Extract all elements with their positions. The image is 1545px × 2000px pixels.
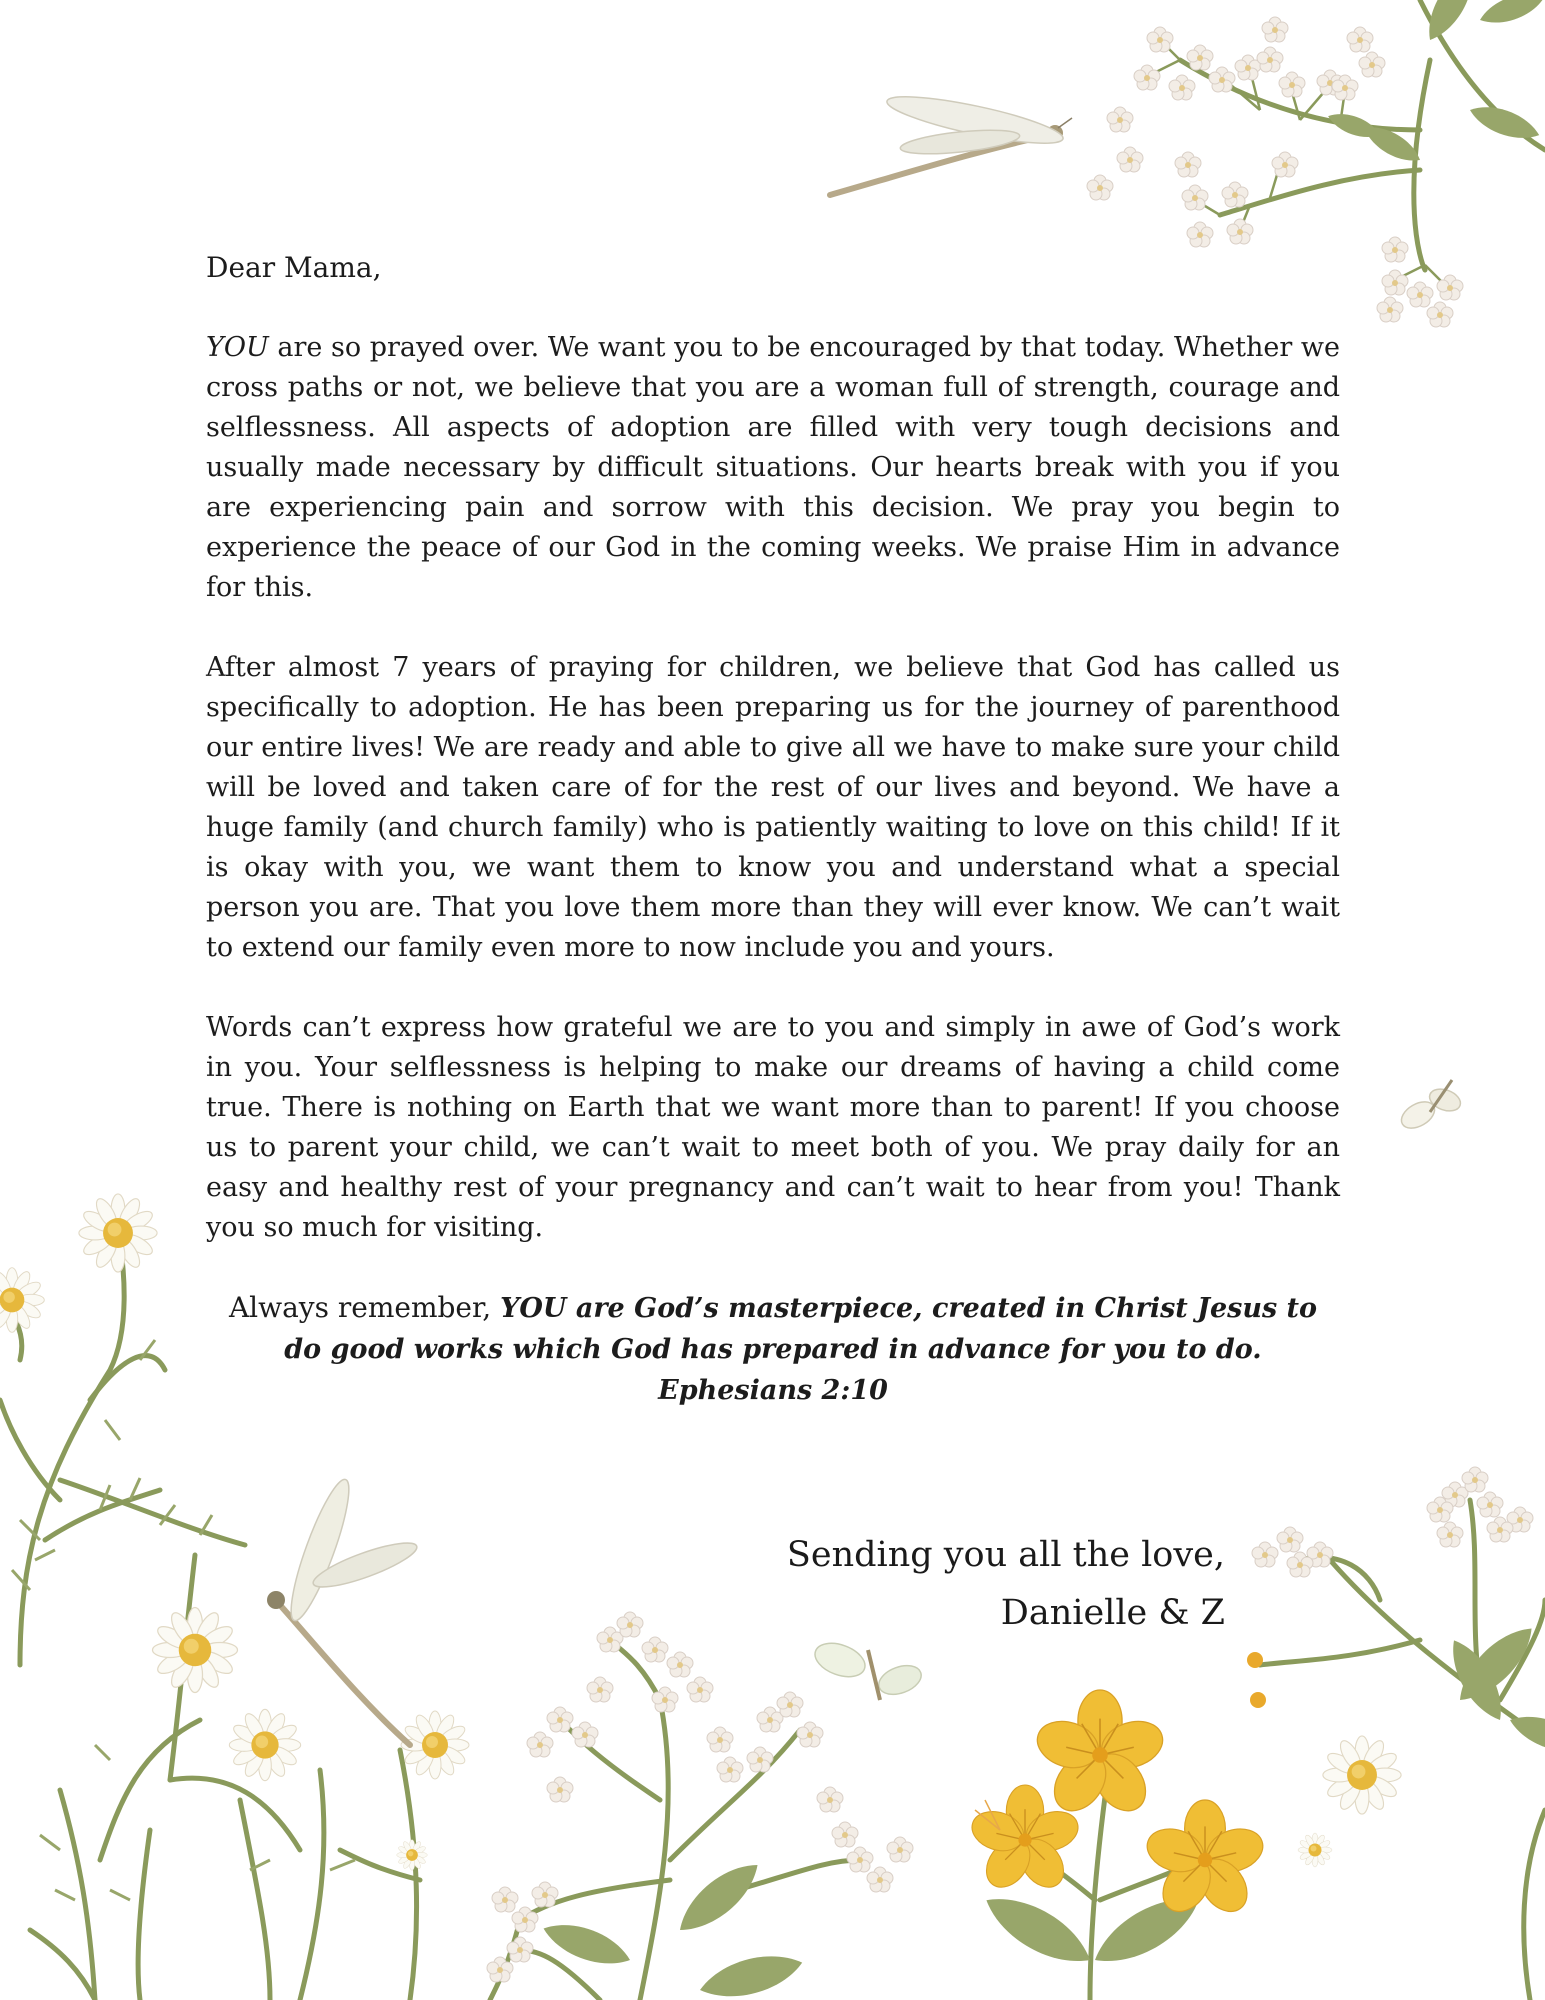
yellow-flower-icon: [967, 1690, 1268, 2000]
bible-verse: YOU are God’s masterpiece, created in Christ Jesus to do good works which God has prepared in advance for you to do. Ephesians 2:10: [284, 1293, 1318, 1406]
dragonfly-icon: [830, 88, 1072, 195]
signature: Danielle & Z: [1000, 1593, 1225, 1633]
letter-body: [206, 248, 1340, 1411]
white-wildflower-icon: [1247, 1467, 1545, 2000]
greeting: Dear Mama,: [206, 251, 382, 284]
emphasis-you: YOU: [206, 332, 269, 363]
moth-icon: [810, 1637, 925, 1700]
paragraph-2: After almost 7 years of praying for children, we believe that God has called us specifically to adoption. He has been preparing us for the journey of parenthood our entire lives! We are ready and able to give all we have to make sure your child will be loved and taken care of for the rest of our lives and beyond. We have a huge family (and church family) who is patiently waiting to love on this child! If it is okay with you, we want them to know you and understand what a special person you are. That you love them more than they will ever know. We can’t wait to extend our family even more to now include you and yours.: [206, 652, 1340, 963]
white-wildflower-icon: [487, 1612, 913, 2000]
moth-icon: [1397, 1080, 1464, 1134]
closing-verse-block: [206, 1288, 1340, 1411]
signoff-line: Sending you all the love,: [786, 1535, 1225, 1575]
paragraph-3: Words can’t express how grateful we are to you and simply in awe of God’s work in you. Your selflessness is helping to make our dreams of having a child come true. There is nothing on Earth that we want more than to parent! If you choose us to parent your child, we can’t wait to meet both of you. We pray daily for an easy and healthy rest of your pregnancy and can’t wait to hear from you! Thank you so much for visiting.: [206, 1012, 1340, 1243]
paragraph-1: [206, 328, 1340, 608]
closing-lead: Always remember,: [228, 1291, 501, 1324]
paragraph-1-text: are so prayed over. We want you to be encouraged by that today. Whether we cross paths or not, we believe that you are a woman full of strength, courage and selflessness. All aspects of adoption are filled with very tough decisions and usually made necessary by difficult situations. Our hearts break with you if you are experiencing pain and sorrow with this decision. We pray you begin to experience the peace of our God in the coming weeks. We praise Him in advance for this.: [206, 332, 1340, 603]
dragonfly-icon: [267, 1475, 421, 1745]
signoff: [787, 1526, 1225, 1642]
